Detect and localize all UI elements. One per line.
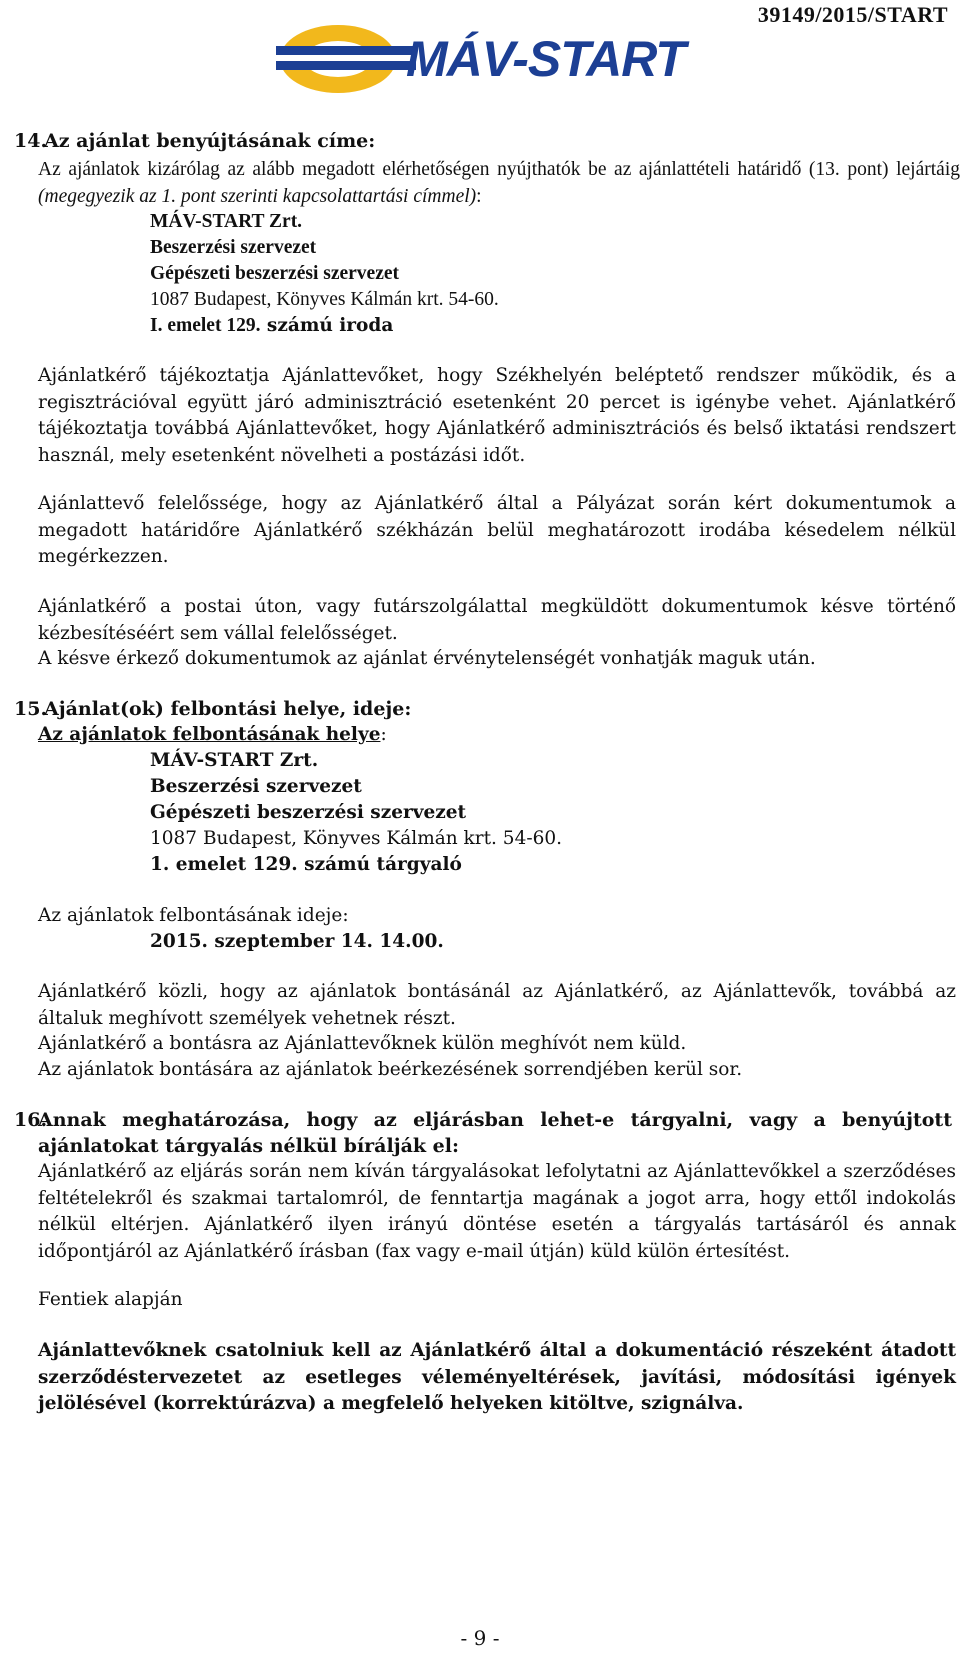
s14-address-line: 1087 Budapest, Könyves Kálmán krt. 54-60. [150,289,499,310]
s15-address-room: 1. emelet 129. számú tárgyaló [150,854,462,875]
s14-paragraph-4: Ajánlatkérő a postai úton, vagy futárszolgálattal megküldött dokumentumok késve történő kézbesítéséért sem vállal felelősséget. [38,596,956,644]
s15-place-colon: : [380,724,387,745]
s15-time-label: Az ajánlatok felbontásának ideje: [38,905,349,926]
s15-address-line: 1087 Budapest, Könyves Kálmán krt. 54-60. [150,828,563,849]
s14-p1-text: Az ajánlatok kizárólag az alább megadott elérhetőségen nyújthatók be az ajánlattételi határidő (13. pont) lejártáig [38,159,960,180]
s15-address-line: MÁV-START Zrt. [150,750,319,771]
section-number-15: 15. [14,698,48,720]
s14-room-number: számú iroda [260,315,394,336]
s15-time-value: 2015. szeptember 14. 14.00. [150,931,444,952]
s16-paragraph-1: Ajánlatkérő az eljárás során nem kíván tárgyalásokat lefolytatni az Ajánlattevőkkel a szerződéses feltételekről és szakmai tartalomról, de fenntartja magának a jogot arra, hogy ettől indokolás nélkül eltérjen. Ajánlatkérő ilyen irányú döntése esetén a tárgyalás tartásáról és annak időpontjáról az Ajánlatkérő írásban (fax vagy e-mail útján) küld külön értesítést. [38,1161,956,1262]
document-number: 39149/2015/START [757,2,948,27]
s14-p1-colon: : [476,185,482,207]
s14-room-floor: I. emelet 129. [150,315,261,336]
s14-paragraph-1 [38,157,960,210]
s14-address-line: Gépészeti beszerzési szervezet [150,263,400,284]
s14-paragraph-2: Ajánlatkérő tájékoztatja Ajánlattevőket, hogy Székhelyén beléptető rendszer működik, és a regisztrációval együtt járó adminisztráció esetenként 20 percet is igénybe vehet. Ajánlatkérő tájékoztatja továbbá Ajánlattevőket, hogy Ajánlatkérő adminisztrációs és belső iktatási rendszert használ, mely esetenként növelheti a postázási időt. [38,365,956,466]
s15-address-line: Beszerzési szervezet [150,776,362,797]
section-number-16: 16. [14,1109,48,1131]
s15-paragraph-1: Ajánlatkérő közli, hogy az ajánlatok bontásánál az Ajánlatkérő, az Ajánlattevők, továbbá az általuk meghívott személyek vehetnek részt. [38,981,956,1029]
s14-p1-italic: (megegyezik az 1. pont szerinti kapcsolattartási címmel) [38,185,477,207]
s14-address-line: Beszerzési szervezet [150,237,317,258]
section-number-14: 14. [14,130,48,152]
page-number: - 9 - [460,1626,500,1650]
s15-place-label-line [38,722,956,749]
s14-paragraph-3: Ajánlattevő felelőssége, hogy az Ajánlatkérő által a Pályázat során kért dokumentumok a megadott határidőre Ajánlatkérő székházán belül meghatározott irodába késedelem nélkül megérkezzen. [38,493,956,567]
s15-paragraph-2: Ajánlatkérő a bontásra az Ajánlattevőknek külön meghívót nem küld. [38,1033,687,1054]
section-title-16: Annak meghatározása, hogy az eljárásban lehet-e tárgyalni, vagy a benyújtott ajánlatokat tárgyalás nélkül bírálják el: [38,1109,952,1157]
s14-paragraph-5: A késve érkező dokumentumok az ajánlat érvénytelenségét vonhatják maguk után. [38,648,816,669]
s14-address-line: MÁV-START Zrt. [150,211,303,232]
s15-place-label: Az ajánlatok felbontásának helye [38,724,381,745]
s14-address-room [150,313,393,340]
s15-address-line: Gépészeti beszerzési szervezet [150,802,467,823]
s16-paragraph-2: Fentiek alapján [38,1289,183,1310]
logo-wordmark: MÁV-START [406,31,685,87]
section-title-15: Ajánlat(ok) felbontási helye, ideje: [44,698,412,720]
section-title-14: Az ajánlat benyújtásának címe: [44,130,376,152]
logo-emblem-icon [276,22,416,96]
s16-paragraph-3: Ajánlattevőknek csatolniuk kell az Ajánlatkérő által a dokumentáció részeként átadott szerződéstervezetet az esetleges véleményeltérések, javítási, módosítási igények jelölésével (korrektúrázva) a megfelelő helyeken kitöltve, szignálva. [38,1340,956,1414]
mav-start-logo [276,22,686,96]
s15-paragraph-3: Az ajánlatok bontására az ajánlatok beérkezésének sorrendjében kerül sor. [38,1059,743,1080]
